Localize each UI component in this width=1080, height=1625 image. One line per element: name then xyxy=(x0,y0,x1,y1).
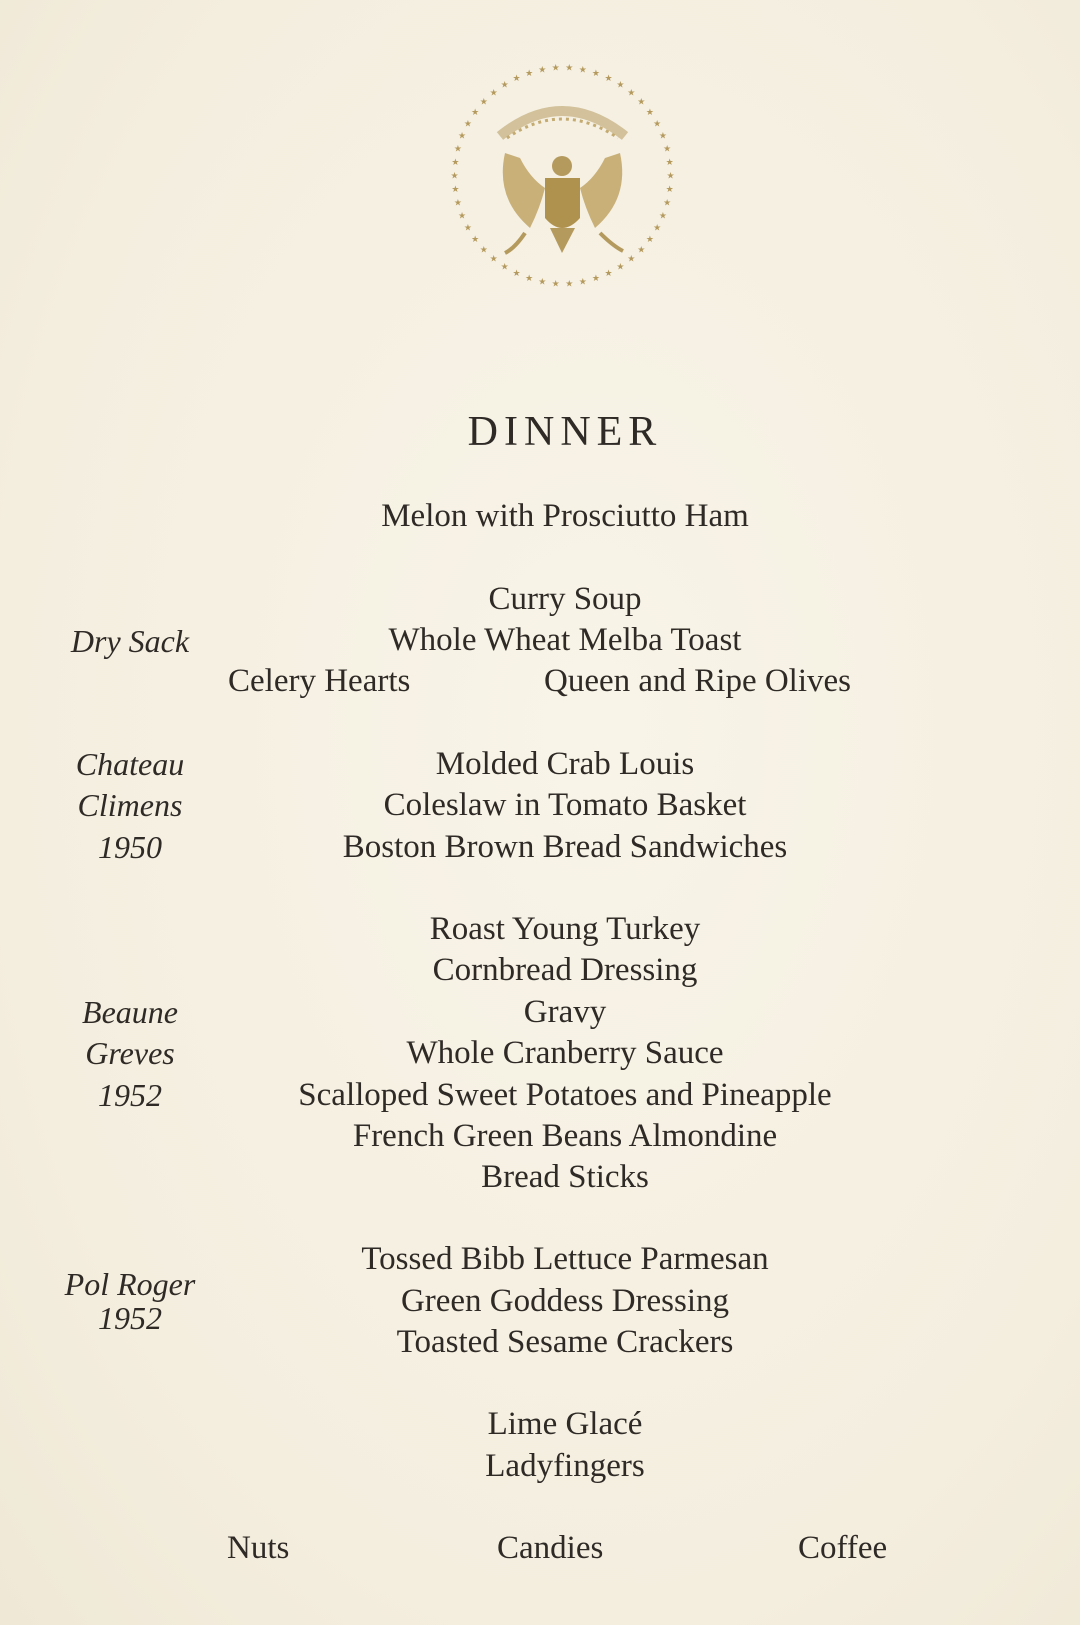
seal-star: ★ xyxy=(471,107,480,118)
seal-star: ★ xyxy=(616,79,625,90)
dish-melba-toast: Whole Wheat Melba Toast xyxy=(388,622,742,658)
dish-green-goddess: Green Goddess Dressing xyxy=(400,1283,730,1319)
dish-celery-hearts: Celery Hearts xyxy=(228,663,411,699)
seal-star: ★ xyxy=(525,273,534,284)
seal-star: ★ xyxy=(463,222,472,233)
seal-star: ★ xyxy=(551,278,560,289)
seal-star: ★ xyxy=(658,210,667,221)
seal-star: ★ xyxy=(471,233,480,244)
seal-star: ★ xyxy=(653,222,662,233)
seal-star: ★ xyxy=(578,64,587,75)
finale-coffee: Coffee xyxy=(798,1530,888,1566)
dish-cranberry: Whole Cranberry Sauce xyxy=(406,1035,724,1071)
dish-melon: Melon with Prosciutto Ham xyxy=(381,498,749,534)
seal-star: ★ xyxy=(637,96,646,107)
seal-star: ★ xyxy=(627,87,636,98)
seal-star: ★ xyxy=(658,130,667,141)
menu-title: DINNER xyxy=(467,409,663,455)
dish-gravy: Gravy xyxy=(523,994,607,1030)
dish-olives: Queen and Ripe Olives xyxy=(544,663,852,699)
dish-green-beans: French Green Beans Almondine xyxy=(352,1118,778,1154)
seal-star: ★ xyxy=(525,67,534,78)
dish-coleslaw: Coleslaw in Tomato Basket xyxy=(383,787,747,823)
seal-star: ★ xyxy=(451,156,460,167)
dish-lime-glace: Lime Glacé xyxy=(487,1406,643,1442)
seal-star: ★ xyxy=(591,67,600,78)
seal-star: ★ xyxy=(458,210,467,221)
seal-star: ★ xyxy=(565,278,574,289)
seal-star: ★ xyxy=(489,87,498,98)
dish-sesame-crackers: Toasted Sesame Crackers xyxy=(396,1324,734,1360)
seal-star: ★ xyxy=(479,244,488,255)
wine-beaune-year: 1952 xyxy=(98,1077,162,1113)
wine-pol-roger: Pol Roger xyxy=(64,1266,196,1302)
finale-nuts: Nuts xyxy=(227,1530,290,1566)
dish-ladyfingers: Ladyfingers xyxy=(485,1448,645,1484)
seal-star: ★ xyxy=(653,118,662,129)
seal-star: ★ xyxy=(591,273,600,284)
dish-sweet-potatoes: Scalloped Sweet Potatoes and Pineapple xyxy=(298,1077,832,1113)
wine-chateau-line2: Climens xyxy=(77,787,183,823)
seal-star: ★ xyxy=(627,253,636,264)
seal-star: ★ xyxy=(665,156,674,167)
seal-star: ★ xyxy=(565,62,574,73)
seal-star: ★ xyxy=(453,197,462,208)
seal-star: ★ xyxy=(666,170,675,181)
seal-star: ★ xyxy=(645,107,654,118)
dish-bibb-lettuce: Tossed Bibb Lettuce Parmesan xyxy=(361,1241,769,1277)
dish-cornbread: Cornbread Dressing xyxy=(432,952,698,988)
seal-star: ★ xyxy=(512,268,521,279)
presidential-seal-icon xyxy=(445,58,680,293)
dish-crab-louis: Molded Crab Louis xyxy=(435,746,695,782)
seal-star: ★ xyxy=(489,253,498,264)
seal-star: ★ xyxy=(663,143,672,154)
finale-candies: Candies xyxy=(497,1530,604,1566)
wine-dry-sack: Dry Sack xyxy=(70,623,190,659)
seal-star: ★ xyxy=(578,276,587,287)
wine-chateau-year: 1950 xyxy=(98,829,162,865)
seal-star: ★ xyxy=(551,62,560,73)
seal-star: ★ xyxy=(500,261,509,272)
seal-star: ★ xyxy=(637,244,646,255)
seal-star: ★ xyxy=(512,72,521,83)
seal-star: ★ xyxy=(663,197,672,208)
seal-star: ★ xyxy=(451,184,460,195)
seal-star: ★ xyxy=(458,130,467,141)
seal-star: ★ xyxy=(604,268,613,279)
seal-star: ★ xyxy=(538,64,547,75)
seal-star: ★ xyxy=(538,276,547,287)
seal-star: ★ xyxy=(450,170,459,181)
dish-brown-bread: Boston Brown Bread Sandwiches xyxy=(342,829,788,865)
dish-curry-soup: Curry Soup xyxy=(488,581,642,617)
wine-chateau-line1: Chateau xyxy=(75,746,185,782)
seal-star: ★ xyxy=(463,118,472,129)
seal-star: ★ xyxy=(500,79,509,90)
wine-pol-roger-year: 1952 xyxy=(98,1300,162,1336)
seal-star: ★ xyxy=(453,143,462,154)
seal-star: ★ xyxy=(665,184,674,195)
seal-star: ★ xyxy=(616,261,625,272)
wine-beaune-line1: Beaune xyxy=(82,994,178,1030)
wine-beaune-line2: Greves xyxy=(85,1035,175,1071)
seal-star: ★ xyxy=(479,96,488,107)
dish-bread-sticks: Bread Sticks xyxy=(481,1159,649,1195)
dish-turkey: Roast Young Turkey xyxy=(429,911,701,947)
seal-star: ★ xyxy=(604,72,613,83)
seal-star: ★ xyxy=(645,233,654,244)
